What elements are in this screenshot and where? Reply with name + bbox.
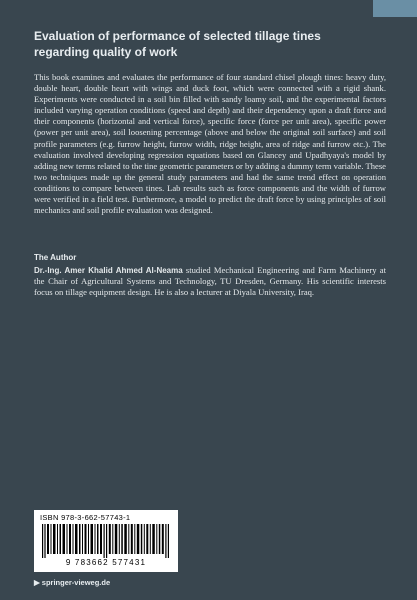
publisher-website[interactable]: [34, 578, 110, 587]
author-bio: studied Mechanical Engineering and Farm Machinery at the Chair of Agricultural Systems and Technology, TU Dresden, Germany. His scientific interests focus on tillage equipment design. He is also a lecturer at Diyala University, Iraq.: [34, 265, 386, 298]
website-text: springer-vieweg.de: [41, 578, 111, 587]
accent-bar: [373, 0, 417, 17]
barcode-bars: [42, 524, 170, 558]
book-title: Evaluation of performance of selected tillage tines regarding quality of work: [34, 29, 321, 59]
author-name: Dr.-Ing. Amer Khalid Ahmed Al-Neama: [34, 266, 183, 275]
arrow-right-icon: ▶: [34, 578, 40, 587]
book-description: This book examines and evaluates the performance of four standard chisel plough tines: heavy duty, double heart, double heart with wings and duck foot, which were connected with a rigid shank. Experiments were conducted in a soil bin filled with sandy loamy soil, and the experimental factors included varying operation conditions (speed and depth) and their dependency upon a draft force and their components (horizontal and vertical force), specific force (force per unit area), specific power (power per unit area), soil loosening percentage (above and below the original soil surface) and soil profile parameters (e.g. furrow height, furrow width, ridge height, area of ridge and furrow etc.). The evaluation involved developing regression equations based on Glancey and Upadhyaya's model by adding new terms related to the tine geometric parameters or by adding a dummy term variable. These two techniques made up the general study parameters and had the same trend effect on operation conditions to compare between tines. Lab results such as force components and the width of furrow were verified in a field test. Furthermore, a model to predict the draft force by using principles of soil mechanics and soil profile evaluation was designed.: [34, 72, 386, 216]
isbn-label: ISBN 978-3-662-57743-1: [40, 513, 131, 522]
author-section: [34, 265, 386, 298]
barcode: [34, 510, 178, 572]
barcode-digits: 9 783662 577431: [65, 558, 147, 567]
author-heading: The Author: [34, 253, 77, 262]
